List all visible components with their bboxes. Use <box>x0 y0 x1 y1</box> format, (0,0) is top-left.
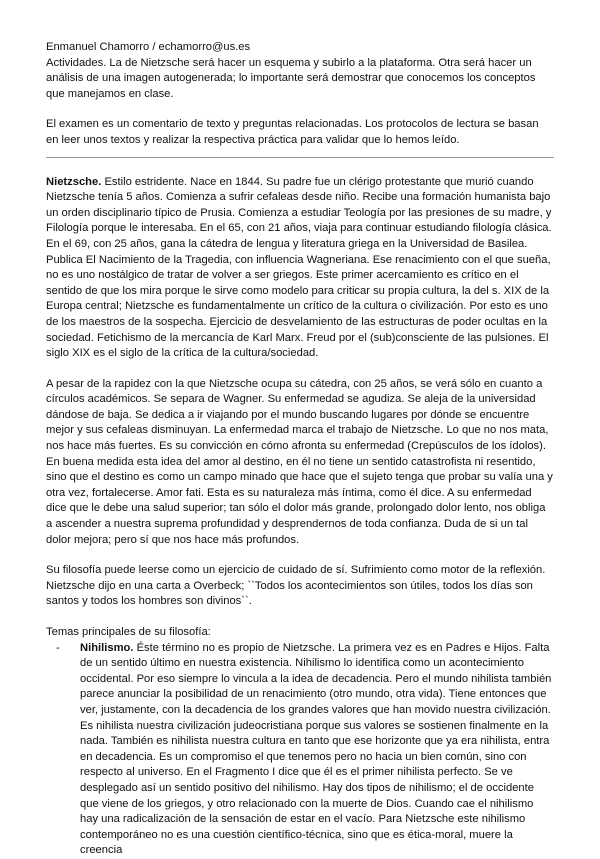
list-dash: - <box>56 641 60 654</box>
care-of-self-paragraph: Su filosofía puede leerse como un ejercicio de cuidado de sí. Sufrimiento como motor de la reflexión. Nietzsche dijo en una carta a Overbeck; ``Todos los acontecimientos son útiles, todos los días son santos y todos los hombres son divinos``. <box>46 564 546 608</box>
spacer <box>46 102 554 117</box>
spacer <box>46 610 554 625</box>
topics-heading: Temas principales de su filosofía: <box>46 626 211 638</box>
nihilismo-term: Nihilismo. <box>80 641 134 654</box>
biography-paragraph: A pesar de la rapidez con la que Nietzsche ocupa su cátedra, con 25 años, se verá sólo en cuanto a círculos académicos. Se separa de Wagner. Su enfermedad se agudiza. Se aleja de la universidad dándose de baja. Se dedica a ir viajando por el mundo buscando lugares por dónde se encuentre mejor y sus cefaleas disminuyan. La enfermedad marca el trabajo de Nietzsche. Lo que no nos mata, nos hace más fuertes. Es su convicción en cómo afronta su enfermedad (Crepúsculos de los ídolos). En buena medida esta idea del amor al destino, en él no tiene un sentido catastrofista ni resentido, sino que el destino es como un campo minado que hace que el sujeto tenga que probar su valía una y otra vez, fortalecerse. Amor fati. Esta es su naturaleza más íntima, como él dice. A su enfermedad dice que le debe una salud superior; tan sólo el dolor más grande, prolongado dolor lento, nos obliga a ascender a nuestra suprema profundidad y desprendernos de toda confianza. Duda de si un tal dolor mejora; pero sí que nos hace más profundos. <box>46 377 553 546</box>
nietzsche-term: Nietzsche. <box>46 175 102 188</box>
list-item <box>56 641 554 859</box>
nietzsche-intro-paragraph <box>46 175 554 362</box>
spacer <box>46 362 554 377</box>
spacer <box>46 548 554 563</box>
author-line: Enmanuel Chamorro / echamorro@us.es <box>46 41 251 53</box>
nihilismo-text: Éste término no es propio de Nietzsche. La primera vez es en Padres e Hijos. Falta de un sentido último en nuestra existencia. Nihilismo lo identifica como un acontecimiento occidental. Por eso siempre lo vincula a la idea de decadencia. Pero el mundo nihilista también parece anunciar la posibilidad de un renacimiento (otro mundo, otra vida). Tiene entonces que ver, justamente, con la decadencia de los grandes valores que han movido nuestra civilización. Es nihilista nuestra civilización judeocristiana porque sus valores se sostienen finalmente en la nada. También es nihilista nuestra cultura en tanto que ese horizonte que ya era nihilista, entra en decadencia. Es un compromiso el que tenemos pero no hacia un bien común, sino con respecto al universo. En el Fragmento I dice que él es el primer nihilista perfecto. Se ve desplegado así un sentido positivo del nihilismo. Hay dos tipos de nihilismo; el de occidente que viene de los griegos, y otro relacionado con la muerte de Dios. Cuando cae el nihilismo hay una radicalización de la sensación de estar en el vacío. Para Nietzsche este nihilismo contemporáneo no es una cuestión científico-técnica, sino que es ética-moral, muere la creencia <box>80 641 552 857</box>
exam-paragraph: El examen es un comentario de texto y preguntas relacionadas. Los protocolos de lectura se basan en leer unos textos y realizar la respectiva práctica para validar que lo hemos leído. <box>46 118 539 146</box>
nietzsche-intro-text: Estilo estridente. Nace en 1844. Su padre fue un clérigo protestante que murió cuando Nietzsche tenía 5 años. Comienza a sufrir cefaleas desde niño. Recibe una formación humanista bajo un orden disciplinario típico de Prusia. Comienza a estudiar Teología por las presiones de su madre, y Filología porque le interesaba. En el 65, con 21 años, viaja para continuar estudiando filología clásica. En el 69, con 25 años, gana la cátedra de lengua y literatura griega en la Universidad de Basilea. Publica El Nacimiento de la Tragedia, con influencia Wagneriana. Ese renacimiento con el que sueña, no es uno nostálgico de tratar de volver a ser griegos. Este primer acercamiento es crítico en el sentido de que los mira porque le sirve como modelo para criticar su propia cultura, la del s. XIX de la Europa central; Nietzsche es fundamentalmente un crítico de la cultura o civilización. Por esto es uno de los maestros de la sospecha. Ejercicio de desvelamiento de las estructuras de poder ocultas en la sociedad. Fetichismo de la mercancía de Karl Marx. Freud por el (sub)consciente de las pulsiones. El siglo XIX es el siglo de la crítica de la cultura/sociedad. <box>46 175 552 360</box>
topic-body <box>80 641 554 859</box>
horizontal-rule <box>46 157 554 158</box>
topics-list <box>46 641 554 859</box>
activities-paragraph: Actividades. La de Nietzsche será hacer un esquema y subirlo a la plataforma. Otra será hacer un análisis de una imagen autogenerada; lo importante será demostrar que conocemos los conceptos que manejamos en clase. <box>46 56 536 100</box>
